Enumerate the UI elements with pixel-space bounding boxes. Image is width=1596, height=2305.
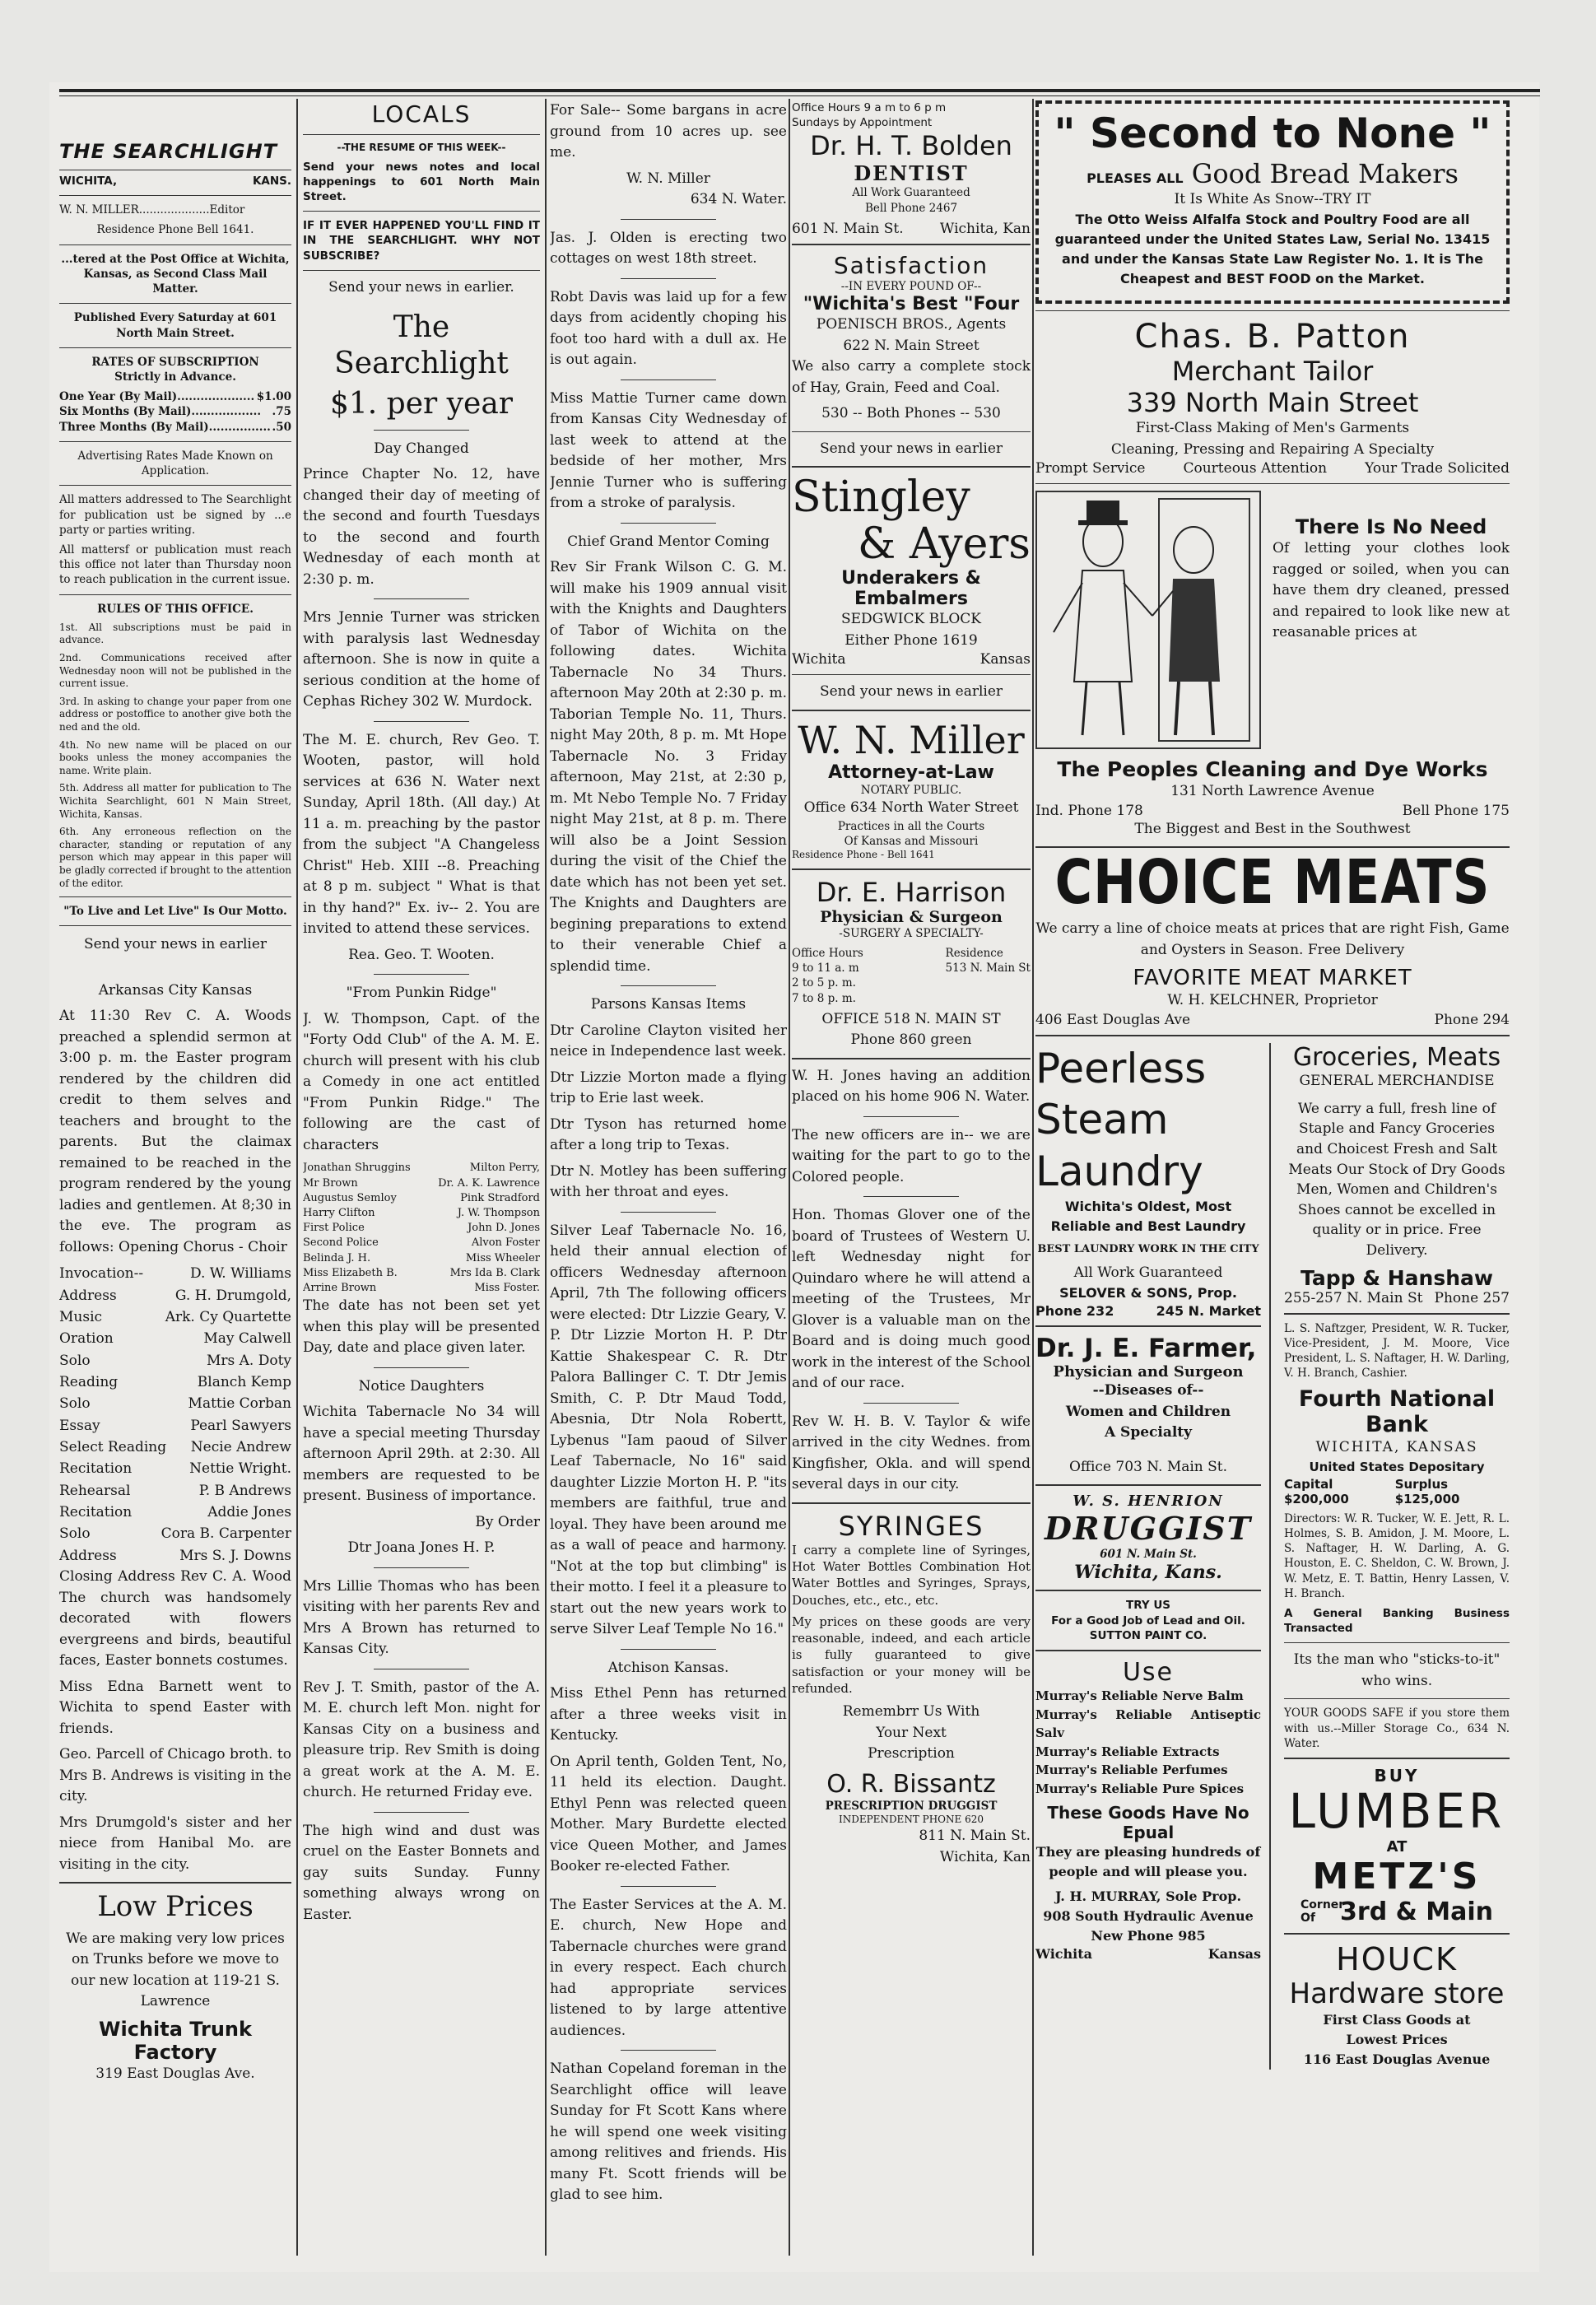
stn-body: The Otto Weiss Alfalfa Stock and Poultry Food are all guaranteed under the United States Law, Serial No. 13415 and under the Kansas State Law Register No. 1. It is The Cheapest and BEST FOOD on the Market. xyxy=(1054,212,1491,286)
column-rule-1 xyxy=(296,99,298,2256)
clean-head: There Is No Need xyxy=(1295,515,1487,538)
harrison-hours-3: 7 to 8 p. m. xyxy=(792,991,856,1005)
low-prices-body: We are making very low prices on Trunks before we move to our new location at 119-21 S. Lawrence xyxy=(66,1930,285,2010)
lumber-at: AT xyxy=(1386,1837,1408,1856)
harrison-office: OFFICE 518 N. MAIN ST xyxy=(821,1010,1001,1027)
notice-title: Notice Daughters xyxy=(358,1377,485,1395)
groc-name: Tapp & Hanshaw xyxy=(1301,1265,1493,1290)
farmer-name: Dr. J. E. Farmer, xyxy=(1035,1334,1257,1364)
stn-pleases: PLEASES ALL xyxy=(1086,170,1184,186)
bissantz-title: PRESCRIPTION DRUGGIST xyxy=(825,1799,998,1813)
miller-practice: Practices in all the Courts xyxy=(837,819,985,833)
laundry-phone: Phone 232 xyxy=(1035,1303,1114,1320)
stn-title: " Second to None " xyxy=(1054,109,1491,157)
henrion-title: DRUGGIST xyxy=(1044,1510,1253,1548)
murray-item: Murray's Reliable Nerve Balm xyxy=(1035,1688,1244,1704)
meats-name: FAVORITE MEAT MARKET xyxy=(1133,966,1412,991)
houck-name: HOUCK xyxy=(1336,1940,1458,1977)
bolden-hours: Office Hours 9 a m to 6 p m xyxy=(792,101,947,114)
miller-name: W. N. Miller xyxy=(798,717,1025,762)
for-sale-name: W. N. Miller xyxy=(626,170,710,187)
sutton-body: For a Good Job of Lead and Oil. xyxy=(1051,1614,1245,1627)
edna-item: Miss Edna Barnett went to Wichita to spend Easter with friends. xyxy=(59,1678,291,1737)
resume-line: --THE RESUME OF THIS WEEK-- xyxy=(337,142,506,153)
column-3 xyxy=(550,100,787,2211)
mentor-body: Rev Sir Frank Wilson C. G. M. will make his 1909 annual visit with the Knights and Daughters of Tabor of Wichita on the following dates. Wichita Tabernacle No 34 Thurs. afternoon May 20th at 2:30 p. m. Taborian Temple No. 11, Thurs. night May 20th, 8 p. m. Mt Hope Tabernacle No. 3 Friday afternoon, May 21st, at 2:30 p, m. Mt Nebo Temple No. 7 Friday night May 21st, at 8 p. m. There will also be a Joint Session during the visit of the Chief the date which has not been yet set. The Knights and Daughters are begining preparations to extend to their venerable Chief a splendid time. xyxy=(550,559,787,975)
groc-body: We carry a full, fresh line of Staple and Fancy Groceries and Choicest Fresh and Salt Meats Our Stock of Dry Goods Men, Women and Children's Shoes cannot be excelled in quality or in price. Free Delivery. xyxy=(1288,1100,1505,1260)
ark-body: At 11:30 Rev C. A. Woods preached a splendid sermon at 3:00 p. m. the Easter program rendered by the children did credit to them selves and teachers and brought to the parents. But the claimax remained to be reached in the program rendered by the young ladies and gentlemen. At 8;30 in the eve. The program as follows: Opening Chorus - Choir xyxy=(59,1008,291,1255)
patton-line-1: First-Class Making of Men's Garments xyxy=(1135,420,1410,436)
laundry-line-1: Wichita's Oldest, Most Reliable and Best Laundry xyxy=(1050,1199,1246,1235)
laundry-line-2: BEST LAUNDRY WORK IN THE CITY xyxy=(1037,1243,1259,1256)
rates-sub: Strictly in Advance. xyxy=(114,370,236,384)
copeland-item: Nathan Copeland foreman in the Searchlight office will leave Sunday for Ft Scott Kans where he will spend one week visiting among relitives and friends. His many Ft. Scott friends will be glad to see him. xyxy=(550,2061,787,2203)
laundry-3: Laundry xyxy=(1035,1147,1203,1195)
easter-item: The Easter Services at the A. M. E. church, New Hope and Tabernacle churches were grand in every respect. Each church had appropriate services listened to by large attentive audiences. xyxy=(550,1896,787,2039)
jones-item: W. H. Jones having an addition placed on his home 906 N. Water. xyxy=(792,1067,1031,1106)
ark-title: Arkansas City Kansas xyxy=(98,981,253,999)
parsons-1: Dtr Caroline Clayton visited her neice in Independence last week. xyxy=(550,1022,787,1059)
miller-title: Attorney-at-Law xyxy=(828,761,994,783)
clean-name: The Peoples Cleaning and Dye Works xyxy=(1057,757,1488,781)
parsons-2: Dtr Lizzie Morton made a flying trip to Erie last week. xyxy=(550,1069,787,1106)
murray-item: Murray's Reliable Antiseptic Salv xyxy=(1035,1707,1261,1741)
parcell-item: Geo. Parcell of Chicago broth. to Mrs B. Andrews is visiting in the city. xyxy=(59,1746,291,1805)
atchison-title: Atchison Kansas. xyxy=(607,1659,729,1676)
bolden-guarantee: All Work Guaranteed xyxy=(852,186,970,200)
patton-address: 339 North Main Street xyxy=(1126,387,1419,418)
meats-phone: Phone 294 xyxy=(1434,1011,1510,1028)
storage-item: YOUR GOODS SAFE if you store them with us.--Miller Storage Co., 634 N. Water. xyxy=(1284,1707,1510,1750)
henrion-name: W. S. HENRION xyxy=(1073,1492,1224,1511)
syringes-body: I carry a complete line of Syringes, Hot Water Bottles Combination Hot Water Bottles and Syringes, Sprays, Douches, etc., etc., etc. xyxy=(792,1542,1031,1608)
sat-body: We also carry a complete stock of Hay, Grain, Feed and Coal. xyxy=(792,358,1031,396)
harrison-title: Physician & Surgeon xyxy=(820,907,1003,926)
send-news-2: Send your news in earlier xyxy=(819,683,1003,701)
sat-title: Satisfaction xyxy=(833,251,989,279)
entered-notice: ...tered at the Post Office at Wichita, Kansas, as Second Class Mail Matter. xyxy=(61,252,290,296)
send-news-1: Send your news in earlier xyxy=(819,440,1003,457)
rate-row: Six Months (By Mail).................. .75 xyxy=(59,405,291,419)
cast-list: Jonathan Shruggins Milton Perry, Mr Brown Dr. A. K. Lawrence Augustus Semloy Pink Stradford Harry Clifton J. W. Thompson First Police John D. Jones Second Police Alvon Foster Belinda J. H. Miss Wheeler Miss Elizabeth B. Mrs Ida B. Clark Arrine Brown Miss Foster. xyxy=(303,1162,540,1294)
clean-best: The Biggest and Best in the Southwest xyxy=(1134,820,1411,837)
murray-use: Use xyxy=(1122,1658,1175,1688)
top-rule-thin xyxy=(59,95,1540,96)
trunk-address: 319 East Douglas Ave. xyxy=(95,2065,255,2082)
harrison-hours-title: Office Hours xyxy=(792,946,863,960)
stingley-1: Stingley xyxy=(792,473,970,523)
send-news: Send your news in earlier. xyxy=(328,278,514,296)
olden-item: Jas. J. Olden is erecting two cottages on west 18th street. xyxy=(550,229,787,267)
notice-by: By Order xyxy=(475,1513,540,1530)
masthead: THE SEARCHLIGHT xyxy=(59,140,278,163)
murray-item: Murray's Reliable Pure Spices xyxy=(1035,1781,1245,1796)
drumgold-item: Mrs Drumgold's sister and her niece from Hanibal Mo. are visiting in the city. xyxy=(59,1814,291,1873)
lumber-word: LUMBER xyxy=(1288,1783,1505,1840)
groc-address: 255-257 N. Main St xyxy=(1284,1289,1423,1306)
rule-item: 4th. No new name will be placed on our books unless the money accompanies the name. Write plain. xyxy=(59,738,291,776)
mattie-item: Miss Mattie Turner came down from Kansas City Wednesday of last week to attend at the bedside of her mother, Mrs Jennie Turner who is suffering from a stroke of paralysis. xyxy=(550,389,787,511)
bolden-address: 601 N. Main St. xyxy=(792,220,904,237)
low-prices-title: Low Prices xyxy=(97,1890,254,1924)
advertising-note: Advertising Rates Made Known on Application. xyxy=(77,449,273,478)
day-changed-body: Prince Chapter No. 12, have changed their day of meeting of the second and fourth Tuesdays to the second and fourth Wednesday of each month at 2:30 p. m. xyxy=(303,466,540,588)
miller-states: Of Kansas and Missouri xyxy=(844,834,979,848)
stingley-block: SEDGWICK BLOCK xyxy=(841,611,981,628)
if-happened: IF IT EVER HAPPENED YOU'LL FIND IT IN THE SEARCHLIGHT. WHY NOT SUBSCRIBE? xyxy=(303,219,540,263)
column-rule-4 xyxy=(1032,99,1034,2256)
meats-title: CHOICE MEATS xyxy=(1054,845,1491,919)
bank-capital: Capital $200,000 xyxy=(1284,1476,1349,1506)
bissantz-city: Wichita, Kan xyxy=(939,1848,1031,1865)
henrion-city: Wichita, Kans. xyxy=(1074,1562,1222,1584)
bolden-phone: Bell Phone 2467 xyxy=(864,201,958,215)
column-rule-2 xyxy=(545,99,547,2256)
residence-phone: Residence Phone Bell 1641. xyxy=(96,223,254,237)
houck-title: Hardware store xyxy=(1289,1977,1505,2010)
motto: "To Live and Let Live" Is Our Motto. xyxy=(63,905,287,919)
silver-leaf-item: Silver Leaf Tabernacle No. 16, held their annual election of officers Wednesday afternoon April, 7th The following officers were elected: Dtr Lizzie Geary, V. P. Dtr Lizzie Morton H. P. Dtr Kattie Shakespear C. R. Dtr Palora Ballinger C. T. Dtr Jemis Smith, C. P. Dtr Maud Todd, Abesnia, Dtr Nola Robertt, Lybenus "Iam paoud of Silver Leaf Tabernacle, No 16" said daughter Lizzie Morton H. P. "its members are faithful, true and loyal. They have been around me as a wall of peace and harmony. "Not at the top but climbing" is their motto. I feel it a pleasure to start out the new years work to serve Silver Leaf Temple No 16." xyxy=(550,1222,787,1637)
bank-surplus: Surplus $125,000 xyxy=(1394,1476,1460,1506)
promo-searchlight: The Searchlight xyxy=(334,310,509,380)
patton-trade: Your Trade Solicited xyxy=(1365,460,1510,477)
stn-bread: Good Bread Makers xyxy=(1191,157,1459,189)
syringes-title: SYRINGES xyxy=(838,1510,984,1542)
rule-item: 5th. Address all matter for publication to The Wichita Searchlight, 601 N Main Street, Wichita, Kansas. xyxy=(59,782,291,820)
send-news: Send your news in earlier xyxy=(83,936,268,953)
rule-item: 2nd. Communications received after Wednesday noon will not be published in the current issue. xyxy=(59,652,291,690)
column-1 xyxy=(59,100,291,2089)
patton-prompt: Prompt Service xyxy=(1035,460,1146,477)
houck-address: 116 East Douglas Avenue xyxy=(1303,2051,1491,2067)
punkin-end: The date has not been set yet when this play will be presented Day, date and place given later. xyxy=(303,1297,540,1357)
harrison-hours-1: 9 to 11 a. m xyxy=(792,962,859,976)
lumber-location: 3rd & Main xyxy=(1340,1897,1493,1926)
laundry-line-3: All Work Guaranteed xyxy=(1073,1264,1223,1281)
trunk-name: Wichita Trunk Factory xyxy=(99,2017,252,2064)
notice-2: All mattersf or publication must reach this office not later than Thursday noon to reach publication in the current issue. xyxy=(59,542,291,587)
rule-item: 3rd. In asking to change your paper from one address or postoffice to another give both the ned and the old. xyxy=(59,695,291,733)
dateline-state: KANS. xyxy=(252,175,291,188)
harrison-name: Dr. E. Harrison xyxy=(816,876,1007,908)
laundry-1: Peerless xyxy=(1035,1044,1207,1092)
rule-item: 1st. All subscriptions must be paid in advance. xyxy=(59,621,291,646)
patton-line-2: Cleaning, Pressing and Repairing A Specialty xyxy=(1110,440,1435,458)
harrison-phone: Phone 860 green xyxy=(850,1031,972,1049)
farmer-line-3: A Specialty xyxy=(1104,1424,1193,1441)
program-list: Invocation-- D. W. Williams Address G. H. Drumgold, Music Ark. Cy Quartette Oration May Calwell Solo Mrs A. Doty Reading Blanch Kemp Solo Mattie Corban Essay Pearl Sawyers Select Reading Necie Andrew Recitation Nettie Wright. Rehearsal P. B Andrews Recitation Addie Jones Solo Cora B. Carpenter Address Mrs S. J. Downs xyxy=(59,1265,291,1564)
closing-item: Closing Address Rev C. A. Wood The church was handsomely decorated with flowers evergreens and birds, beautiful faces, Easter bonnets costumes. xyxy=(59,1568,291,1669)
syringes-body-2: My prices on these goods are very reasonable, indeed, and each article is fully guaranteed to give satisfaction or your money will be refunded. xyxy=(792,1614,1031,1696)
murray-city: Wichita xyxy=(1035,1946,1092,1963)
clean-body: Of letting your clothes look ragged or soiled, when you can have them dry cleaned, pressed and repaired to look like new at reasanable prices at xyxy=(1273,540,1510,640)
lumber-name: METZ'S xyxy=(1312,1855,1482,1898)
farmer-address: Office 703 N. Main St. xyxy=(1068,1458,1228,1475)
editor-line: W. N. MILLER....................Editor xyxy=(59,203,245,217)
murray-body: They are pleasing hundreds of people and will please you. xyxy=(1035,1844,1261,1880)
lumber-corner: Corner Of xyxy=(1301,1898,1345,1925)
taylor-item: Rev W. H. B. V. Taylor & wife arrived in the city Wednes. from Kingfisher, Okla. and will spend several days in our city. xyxy=(792,1413,1031,1493)
sat-sub: --IN EVERY POUND OF-- xyxy=(840,279,982,293)
patton-title: Merchant Tailor xyxy=(1171,356,1374,387)
column-rule-3 xyxy=(789,99,790,2256)
send-notes: Send your news notes and local happenings to 601 North Main Street. xyxy=(303,160,540,204)
syringes-next: Your Next xyxy=(876,1724,947,1741)
groc-phone: Phone 257 xyxy=(1434,1289,1510,1306)
smith-item: Rev J. T. Smith, pastor of the A. M. E. church left Mon. night for Kansas City on a business and pleasure trip. Rev Smith is doing a great work at the A. M. E. church. He returned Friday eve. xyxy=(303,1679,540,1801)
miller-notary: NOTARY PUBLIC. xyxy=(860,783,962,797)
top-rule xyxy=(59,89,1540,92)
stn-white: It Is White As Snow--TRY IT xyxy=(1174,190,1371,207)
rate-row: One Year (By Mail).................... $1.00 xyxy=(59,390,291,404)
murray-item: Murray's Reliable Perfumes xyxy=(1035,1763,1228,1778)
sat-address: 622 N. Main Street xyxy=(843,337,979,354)
bank-officers: L. S. Naftzger, President, W. R. Tucker, Vice-President, J. M. Moore, Vice President, L. S. Naftager, H. W. Darling, V. H. Branch, Cashier. xyxy=(1284,1321,1510,1381)
murray-address: 908 South Hydraulic Avenue xyxy=(1043,1908,1254,1925)
bolden-title: DENTIST xyxy=(854,161,969,186)
bissantz-address: 811 N. Main St. xyxy=(919,1828,1031,1845)
stingley-trade: Underakers & Embalmers xyxy=(841,568,981,610)
sticks-item: Its the man who "sticks-to-it" who wins. xyxy=(1293,1651,1501,1689)
laundry-prop: SELOVER & SONS, Prop. xyxy=(1059,1285,1237,1302)
parsons-4: Dtr N. Motley has been suffering with her throat and eyes. xyxy=(550,1162,787,1200)
punkin-title: "From Punkin Ridge" xyxy=(346,985,497,1002)
promo-price: $1. per year xyxy=(329,386,513,421)
laundry-address: 245 N. Market xyxy=(1156,1303,1261,1320)
murray-equal: These Goods Have No Epual xyxy=(1047,1803,1249,1843)
lumber-buy: BUY xyxy=(1374,1766,1420,1786)
for-sale: For Sale-- Some bargans in acre ground from 10 acres up. see me. xyxy=(550,102,787,161)
mentor-title: Chief Grand Mentor Coming xyxy=(567,533,770,550)
davis-item: Robt Davis was laid up for a few days from acidently choping his foot too hard with a dull ax. He is out again. xyxy=(550,288,787,368)
column-2 xyxy=(303,100,540,1930)
miller-residence: Residence Phone - Bell 1641 xyxy=(792,849,935,861)
cleaning-illustration xyxy=(1035,491,1261,749)
officers-item: The new officers are in-- we are waiting for the part to go to the Colored people. xyxy=(792,1126,1031,1185)
miller-office: Office 634 North Water Street xyxy=(803,799,1019,817)
harrison-res: 513 N. Main St xyxy=(945,962,1031,976)
day-changed-title: Day Changed xyxy=(374,440,469,457)
harrison-res-title: Residence xyxy=(945,946,1003,960)
atchison-1: Miss Ethel Penn has returned after a three weeks visit in Kentucky. xyxy=(550,1685,787,1744)
houck-line-1: First Class Goods at xyxy=(1323,2011,1471,2028)
me-church-item: The M. E. church, Rev Geo. T. Wooten, pastor, will hold services at 636 N. Water next Sunday, April 18th. (All day.) At 11 a. m. preaching by the pastor from the subject "A Changeless Christ" Heb. XIII --8. Preaching at 8 p m. subject " What is that in thy hand?" Ex. iv-- 2. You are invited to attend these services. xyxy=(303,731,540,938)
bolden-city: Wichita, Kan xyxy=(939,220,1031,237)
murray-state: Kansas xyxy=(1207,1946,1261,1963)
dateline-city: WICHITA, xyxy=(59,175,118,188)
bissantz-phone: INDEPENDENT PHONE 620 xyxy=(838,1813,984,1825)
bolden-sundays: Sundays by Appointment xyxy=(792,116,933,130)
bank-general: A General Banking Business Transacted xyxy=(1284,1606,1510,1636)
stingley-phone: Either Phone 1619 xyxy=(845,631,978,649)
parsons-3: Dtr Tyson has returned home after a long trip to Texas. xyxy=(550,1115,787,1153)
stingley-2: & Ayers xyxy=(858,519,1031,570)
harrison-hours-2: 2 to 5 p. m. xyxy=(792,976,856,990)
bank-depositary: United States Depositary xyxy=(1309,1460,1485,1475)
groc-title: Groceries, Meats xyxy=(1292,1042,1501,1072)
meats-prop: W. H. KELCHNER, Proprietor xyxy=(1167,992,1378,1009)
for-sale-addr: 634 N. Water. xyxy=(690,191,787,207)
turner-item: Mrs Jennie Turner was stricken with paralysis last Wednesday afternoon. She is now in quite a serious condition at the home of Cephas Richey 302 W. Murdock. xyxy=(303,609,540,710)
clean-phone-ind: Ind. Phone 178 xyxy=(1035,802,1143,819)
sat-phones: 530 -- Both Phones -- 530 xyxy=(821,405,1001,422)
glover-item: Hon. Thomas Glover one of the board of Trustees of Western U. left Wednesday night for Quindaro where he will attend a meeting of the Trustees, Mr Glover is a valuable man on the Board and is doing much good work in the interest of the School and of our race. xyxy=(792,1207,1031,1392)
clean-phone-bell: Bell Phone 175 xyxy=(1402,802,1510,819)
column-5 xyxy=(1035,100,1510,2070)
farmer-title: Physician and Surgeon xyxy=(1053,1363,1244,1381)
sat-agent: POENISCH BROS., Agents xyxy=(816,316,1007,333)
murray-prop: J. H. MURRAY, Sole Prop. xyxy=(1054,1888,1242,1905)
clean-address: 131 North Lawrence Avenue xyxy=(1170,783,1375,799)
syringes-prescription: Prescription xyxy=(868,1745,955,1763)
henrion-address: 601 N. Main St. xyxy=(1100,1548,1197,1562)
rate-row: Three Months (By Mail)................ .50 xyxy=(59,420,291,434)
patton-courteous: Courteous Attention xyxy=(1183,460,1328,477)
meats-address: 406 East Douglas Ave xyxy=(1035,1011,1191,1028)
punkin-body: J. W. Thompson, Capt. of the "Forty Odd Club" of the A. M. E. church will present with his club a Comedy in one act entitled "From Punkin Ridge." The following are the cast of characters xyxy=(303,1010,540,1153)
harrison-specialty: -SURGERY A SPECIALTY- xyxy=(839,926,984,940)
murray-item: Murray's Reliable Extracts xyxy=(1035,1744,1220,1759)
farmer-line-2: Women and Children xyxy=(1065,1403,1231,1420)
bissantz-name: O. R. Bissantz xyxy=(826,1769,996,1799)
laundry-2: Steam xyxy=(1035,1096,1169,1144)
parsons-title: Parsons Kansas Items xyxy=(590,996,747,1013)
published-notice: Published Every Saturday at 601 North Main Street. xyxy=(73,311,277,340)
locals-title: LOCALS xyxy=(371,100,472,128)
notice-1: All matters addressed to The Searchlight for publication ust be signed by ...e party or parties writing. xyxy=(59,493,291,537)
stingley-city: Wichita xyxy=(792,651,846,668)
rule-item: 6th. Any erroneous reflection on the character, standing or reputation of any person which may appear in this paper will be gladly corrected if brought to the attention of the editor. xyxy=(59,826,291,889)
stingley-state: Kansas xyxy=(979,651,1031,668)
thomas-item: Mrs Lillie Thomas who has been visiting with her parents Rev and Mrs A Brown has returned to Kansas City. xyxy=(303,1577,540,1658)
column-4 xyxy=(792,100,1031,1873)
rates-title: RATES OF SUBSCRIPTION xyxy=(91,355,259,369)
bank-name: Fourth National Bank xyxy=(1298,1385,1496,1437)
syringes-remember: Remembrr Us With xyxy=(842,1703,980,1721)
houck-line-2: Lowest Prices xyxy=(1346,2031,1448,2047)
meats-body: We carry a line of choice meats at prices that are right Fish, Game and Oysters in Season. Free Delivery xyxy=(1035,920,1510,958)
notice-body: Wichita Tabernacle No 34 will have a special meeting Thursday afternoon April 29th. at 2:30. All members are requested to be present. Business of importance. xyxy=(303,1404,540,1505)
wind-item: The high wind and dust was cruel on the Easter Bonnets and gay suits Sunday. Funny something always wrong on Easter. xyxy=(303,1822,540,1923)
notice-sign: Dtr Joana Jones H. P. xyxy=(347,1539,496,1557)
bolden-name: Dr. H. T. Bolden xyxy=(810,130,1012,162)
patton-name: Chas. B. Patton xyxy=(1134,318,1411,356)
me-church-sign: Rea. Geo. T. Wooten. xyxy=(348,946,495,963)
sat-brand: "Wichita's Best "Four xyxy=(803,294,1020,315)
rules-title: RULES OF THIS OFFICE. xyxy=(97,602,254,616)
farmer-line-1: --Diseases of-- xyxy=(1092,1382,1204,1399)
sutton-try: TRY US xyxy=(1125,1599,1171,1613)
groc-sub: GENERAL MERCHANDISE xyxy=(1299,1072,1495,1089)
bank-directors: Directors: W. R. Tucker, W. E. Jett, R. L. Holmes, S. B. Amidon, J. M. Moore, L. S. Naftager, H. W. Darling, A. G. Houston, E. C. Sheldon, C. W. Brown, J. W. Metz, E. T. Battin, Henry Lassen, V. H. Branch. xyxy=(1284,1511,1510,1600)
bank-city: WICHITA, KANSAS xyxy=(1315,1438,1478,1455)
gentlemen-figures-icon xyxy=(1037,492,1259,747)
second-to-none-ad xyxy=(1035,100,1510,304)
sutton-name: SUTTON PAINT CO. xyxy=(1089,1628,1207,1642)
murray-phone: New Phone 985 xyxy=(1091,1928,1206,1944)
atchison-2: On April tenth, Golden Tent, No, 11 held its election. Daught. Ethyl Penn was relected queen Mother. Mary Burdette elected vice Queen Mother, and James Booker re-elected Father. xyxy=(550,1753,787,1874)
